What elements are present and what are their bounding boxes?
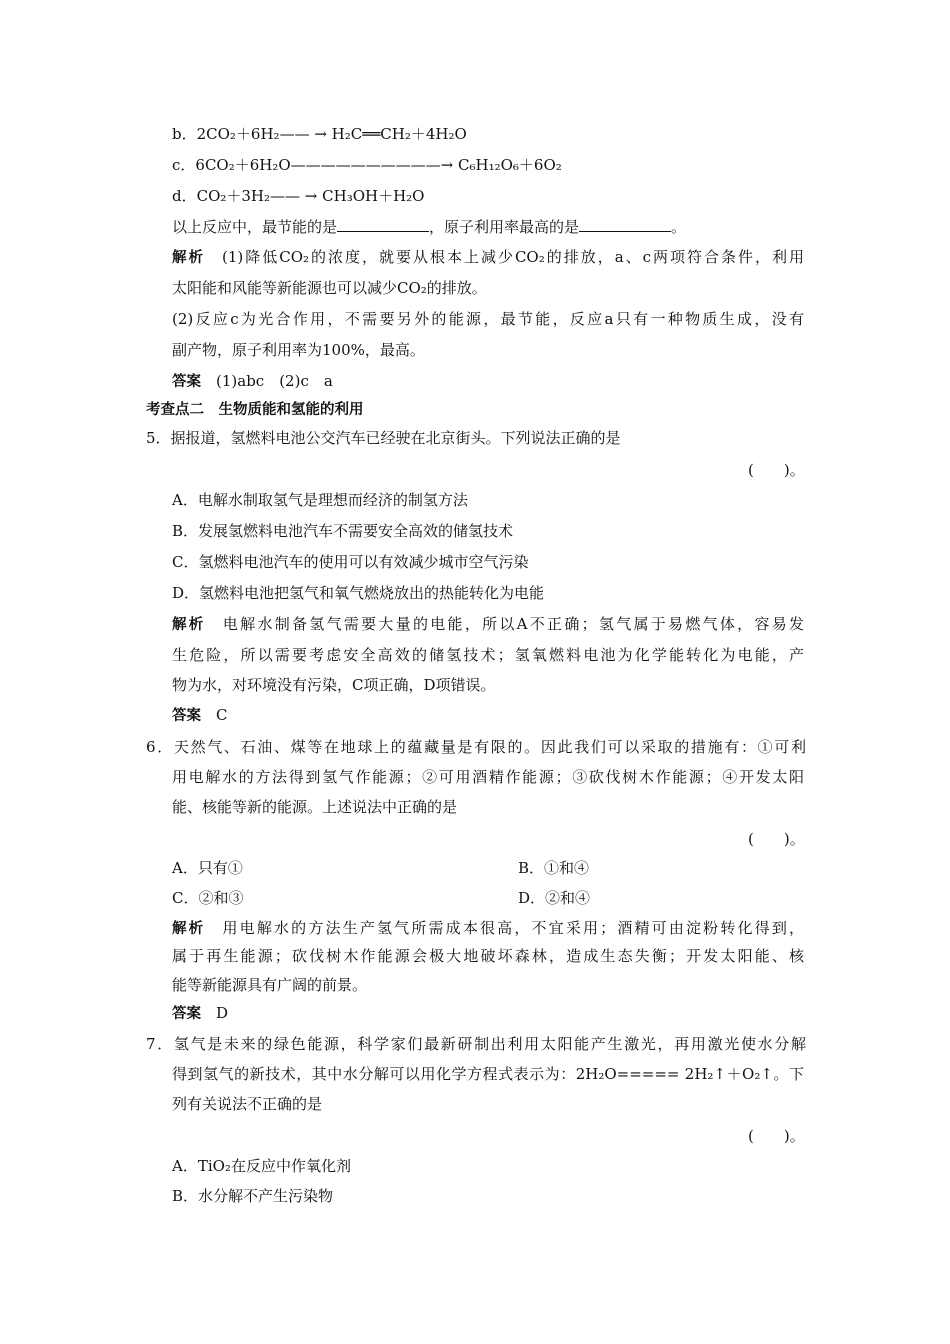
question6-stem-line2: 用电解水的方法得到氢气作能源；②可用酒精作能源；③砍伐树木作能源；④开发太阳 bbox=[172, 768, 804, 786]
question6-option-c[interactable]: C．②和③ bbox=[172, 889, 244, 907]
question6-answer bbox=[172, 1003, 228, 1023]
question7-option-a[interactable]: A．TiO₂在反应中作氧化剂 bbox=[172, 1157, 351, 1175]
fill-blank-2[interactable] bbox=[579, 217, 671, 232]
fill-text-1: 以上反应中，最节能的是 bbox=[172, 218, 338, 236]
answer-text: C bbox=[216, 706, 228, 724]
question6-stem-line1: 6．天然气、石油、煤等在地球上的蕴藏量是有限的。因此我们可以采取的措施有：①可利 bbox=[146, 738, 806, 756]
question6-option-b[interactable]: B．①和④ bbox=[518, 859, 590, 877]
reaction-option-b: b．2CO₂＋6H₂—— → H₂C══CH₂＋4H₂O bbox=[172, 125, 467, 143]
question5-answer bbox=[172, 705, 228, 725]
question7-option-b[interactable]: B．水分解不产生污染物 bbox=[172, 1187, 334, 1205]
analysis4-line1 bbox=[172, 247, 804, 267]
question7-bracket: ( )。 bbox=[748, 1127, 805, 1145]
question5-bracket: ( )。 bbox=[748, 461, 805, 479]
analysis4-line4: 副产物，原子利用率为100%，最高。 bbox=[172, 341, 425, 359]
question6-option-a[interactable]: A．只有① bbox=[172, 859, 243, 877]
analysis-label: 解析 bbox=[172, 617, 206, 633]
analysis-text: 电解水制备氢气需要大量的电能，所以A不正确；氢气属于易燃气体，容易发 bbox=[222, 615, 805, 633]
answer-label: 答案 bbox=[172, 1006, 201, 1022]
question5-option-b[interactable]: B．发展氢燃料电池汽车不需要安全高效的储氢技术 bbox=[172, 522, 514, 540]
question7-stem-line1: 7．氢气是未来的绿色能源，科学家们最新研制出利用太阳能产生激光，再用激光使水分解 bbox=[146, 1035, 806, 1053]
fill-text-2: ，原子利用率最高的是 bbox=[429, 218, 580, 236]
question6-analysis-line1 bbox=[172, 918, 804, 938]
analysis4-line2: 太阳能和风能等新能源也可以减少CO₂的排放。 bbox=[172, 279, 487, 297]
question5-analysis-line3: 物为水，对环境没有污染，C项正确，D项错误。 bbox=[172, 676, 496, 694]
question6-analysis-line3: 能等新能源具有广阔的前景。 bbox=[172, 976, 368, 994]
question6-option-d[interactable]: D．②和④ bbox=[518, 889, 591, 907]
analysis-text: (1)降低CO₂的浓度，就要从根本上减少CO₂的排放，a、c两项符合条件，利用 bbox=[222, 248, 804, 266]
question6-bracket: ( )。 bbox=[748, 830, 805, 848]
question5-option-a[interactable]: A．电解水制取氢气是理想而经济的制氢方法 bbox=[172, 491, 468, 509]
question5-analysis-line2: 生危险，所以需要考虑安全高效的储氢技术；氢氧燃料电池为化学能转化为电能，产 bbox=[172, 646, 804, 664]
question4-fill-line bbox=[172, 217, 686, 237]
reaction-option-d: d．CO₂＋3H₂—— → CH₃OH＋H₂O bbox=[172, 187, 425, 205]
answer4 bbox=[172, 371, 333, 391]
question5-stem: 5．据报道，氢燃料电池公交汽车已经驶在北京街头。下列说法正确的是 bbox=[146, 429, 621, 447]
question5-option-d[interactable]: D．氢燃料电池把氢气和氧气燃烧放出的热能转化为电能 bbox=[172, 584, 545, 602]
analysis-label: 解析 bbox=[172, 250, 205, 266]
answer-text: D bbox=[216, 1004, 229, 1022]
fill-text-3: 。 bbox=[671, 218, 687, 236]
analysis-label: 解析 bbox=[172, 921, 206, 937]
question5-option-c[interactable]: C．氢燃料电池汽车的使用可以有效减少城市空气污染 bbox=[172, 553, 529, 571]
analysis4-line3: (2)反应c为光合作用，不需要另外的能源，最节能，反应a只有一种物质生成，没有 bbox=[172, 310, 804, 328]
question7-stem-line3: 列有关说法不正确的是 bbox=[172, 1095, 323, 1113]
answer-text: (1)abc (2)c a bbox=[216, 372, 333, 390]
reaction-option-c: c．6CO₂＋6H₂O——————————→ C₆H₁₂O₆＋6O₂ bbox=[172, 156, 562, 174]
question5-analysis-line1 bbox=[172, 614, 804, 634]
question6-analysis-line2: 属于再生能源；砍伐树木作能源会极大地破坏森林，造成生态失衡；开发太阳能、核 bbox=[172, 947, 804, 965]
fill-blank-1[interactable] bbox=[337, 217, 429, 232]
question6-stem-line3: 能、核能等新的能源。上述说法中正确的是 bbox=[172, 798, 458, 816]
section-heading: 考查点二 生物质能和氢能的利用 bbox=[146, 402, 364, 418]
answer-label: 答案 bbox=[172, 374, 201, 390]
answer-label: 答案 bbox=[172, 708, 201, 724]
analysis-text: 用电解水的方法生产氢气所需成本很高，不宜采用；酒精可由淀粉转化得到， bbox=[222, 919, 804, 937]
question7-stem-line2: 得到氢气的新技术，其中水分解可以用化学方程式表示为：2H₂O===== 2H₂↑＋O₂↑。下 bbox=[172, 1065, 804, 1083]
